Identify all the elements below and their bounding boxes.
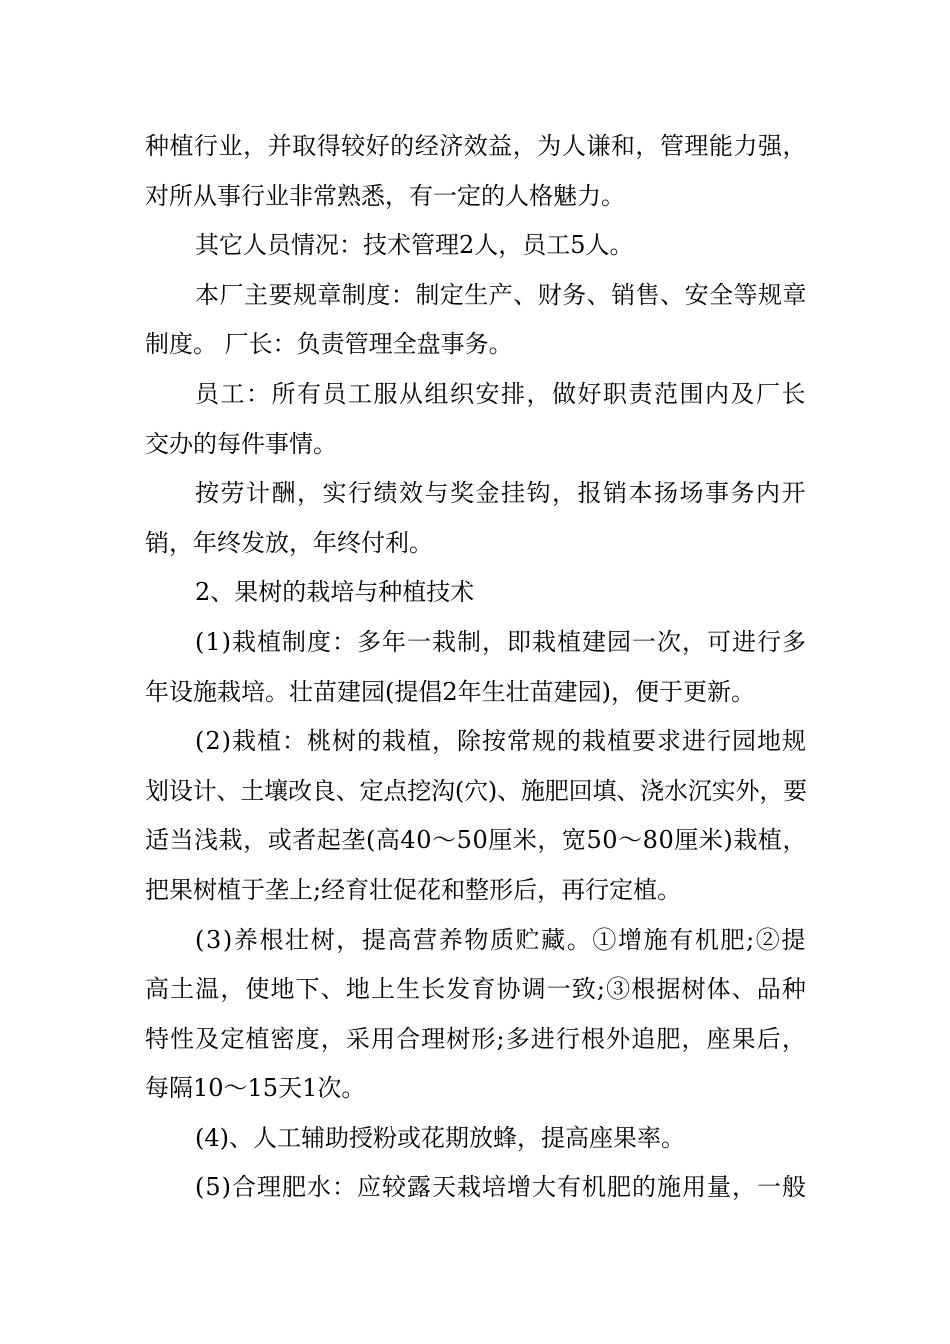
text-line-content: 员工：所有员工服从组织安排，做好职责范围内及厂长 (195, 379, 807, 408)
text-line-content: 高土温，使地下、地上生长发育协调一致;③根据树体、品种 (145, 975, 807, 1004)
text-line-content: 特性及定植密度，采用合理树形;多进行根外追肥，座果后， (145, 1024, 807, 1053)
text-line (145, 176, 807, 226)
text-line-content: 把果树植于垄上;经育壮促花和整形后，再行定植。 (145, 875, 682, 904)
text-line (145, 473, 807, 523)
text-line-content: 销，年终发放，年终付利。 (145, 528, 433, 557)
paragraph (145, 374, 807, 473)
paragraph (145, 225, 807, 275)
paragraph (145, 920, 807, 1118)
text-line (145, 572, 807, 622)
text-line (145, 1068, 807, 1118)
text-line-content: (3)养根壮树，提高营养物质贮藏。①增施有机肥;②提 (195, 925, 807, 954)
paragraph (145, 721, 807, 919)
text-line (145, 1167, 807, 1217)
text-line-content: (5)合理肥水：应较露天栽培增大有机肥的施用量，一般 (195, 1173, 807, 1202)
text-line (145, 622, 807, 672)
text-line-content: 本厂主要规章制度：制定生产、财务、销售、安全等规章 (195, 280, 807, 309)
text-line (145, 969, 807, 1019)
text-line (145, 672, 807, 722)
paragraph (145, 275, 807, 374)
text-line-content: 年设施栽培。壮苗建园(提倡2年生壮苗建园)，便于更新。 (145, 677, 755, 706)
text-line (145, 771, 807, 821)
text-line-content: 按劳计酬，实行绩效与奖金挂钩，报销本扬场事务内开 (195, 479, 807, 508)
text-line-content: 制度。 厂长：负责管理全盘事务。 (145, 330, 513, 359)
text-line-content: 2、果树的栽培与种植技术 (195, 578, 475, 607)
text-line-content: 每隔10～15天1次。 (145, 1074, 366, 1103)
paragraph (145, 1118, 807, 1168)
text-line (145, 225, 807, 275)
paragraph (145, 1167, 807, 1217)
text-line-content: 对所从事行业非常熟悉，有一定的人格魅力。 (145, 181, 625, 210)
text-line (145, 1019, 807, 1069)
text-line-content: 种植行业，并取得较好的经济效益，为人谦和，管理能力强， (145, 132, 807, 160)
text-line-content: 其它人员情况：技术管理2人，员工5人。 (195, 231, 634, 260)
text-line-content: (1)栽植制度：多年一栽制，即栽植建园一次，可进行多 (195, 627, 807, 656)
text-line (145, 324, 807, 374)
paragraph (145, 622, 807, 721)
text-line-content: 交办的每件事情。 (145, 429, 337, 458)
text-line-content: (2)栽植：桃树的栽植，除按常规的栽植要求进行园地规 (195, 727, 807, 756)
text-line (145, 523, 807, 573)
paragraph (145, 126, 807, 225)
text-line (145, 820, 807, 870)
text-line-content: (4)、人工辅助授粉或花期放蜂，提高座果率。 (195, 1123, 685, 1152)
text-line-content: 划设计、土壤改良、定点挖沟(穴)、施肥回填、浇水沉实外，要 (145, 776, 807, 805)
paragraph (145, 572, 807, 622)
text-line (145, 374, 807, 424)
text-line (145, 920, 807, 970)
text-line-content: 适当浅栽，或者起垄(高40～50厘米，宽50～80厘米)栽植， (145, 826, 807, 855)
text-line (145, 721, 807, 771)
document-body (145, 126, 807, 1217)
text-line (145, 275, 807, 325)
text-line (145, 870, 807, 920)
text-line (145, 424, 807, 474)
text-line (145, 126, 807, 176)
text-line (145, 1118, 807, 1168)
paragraph (145, 473, 807, 572)
